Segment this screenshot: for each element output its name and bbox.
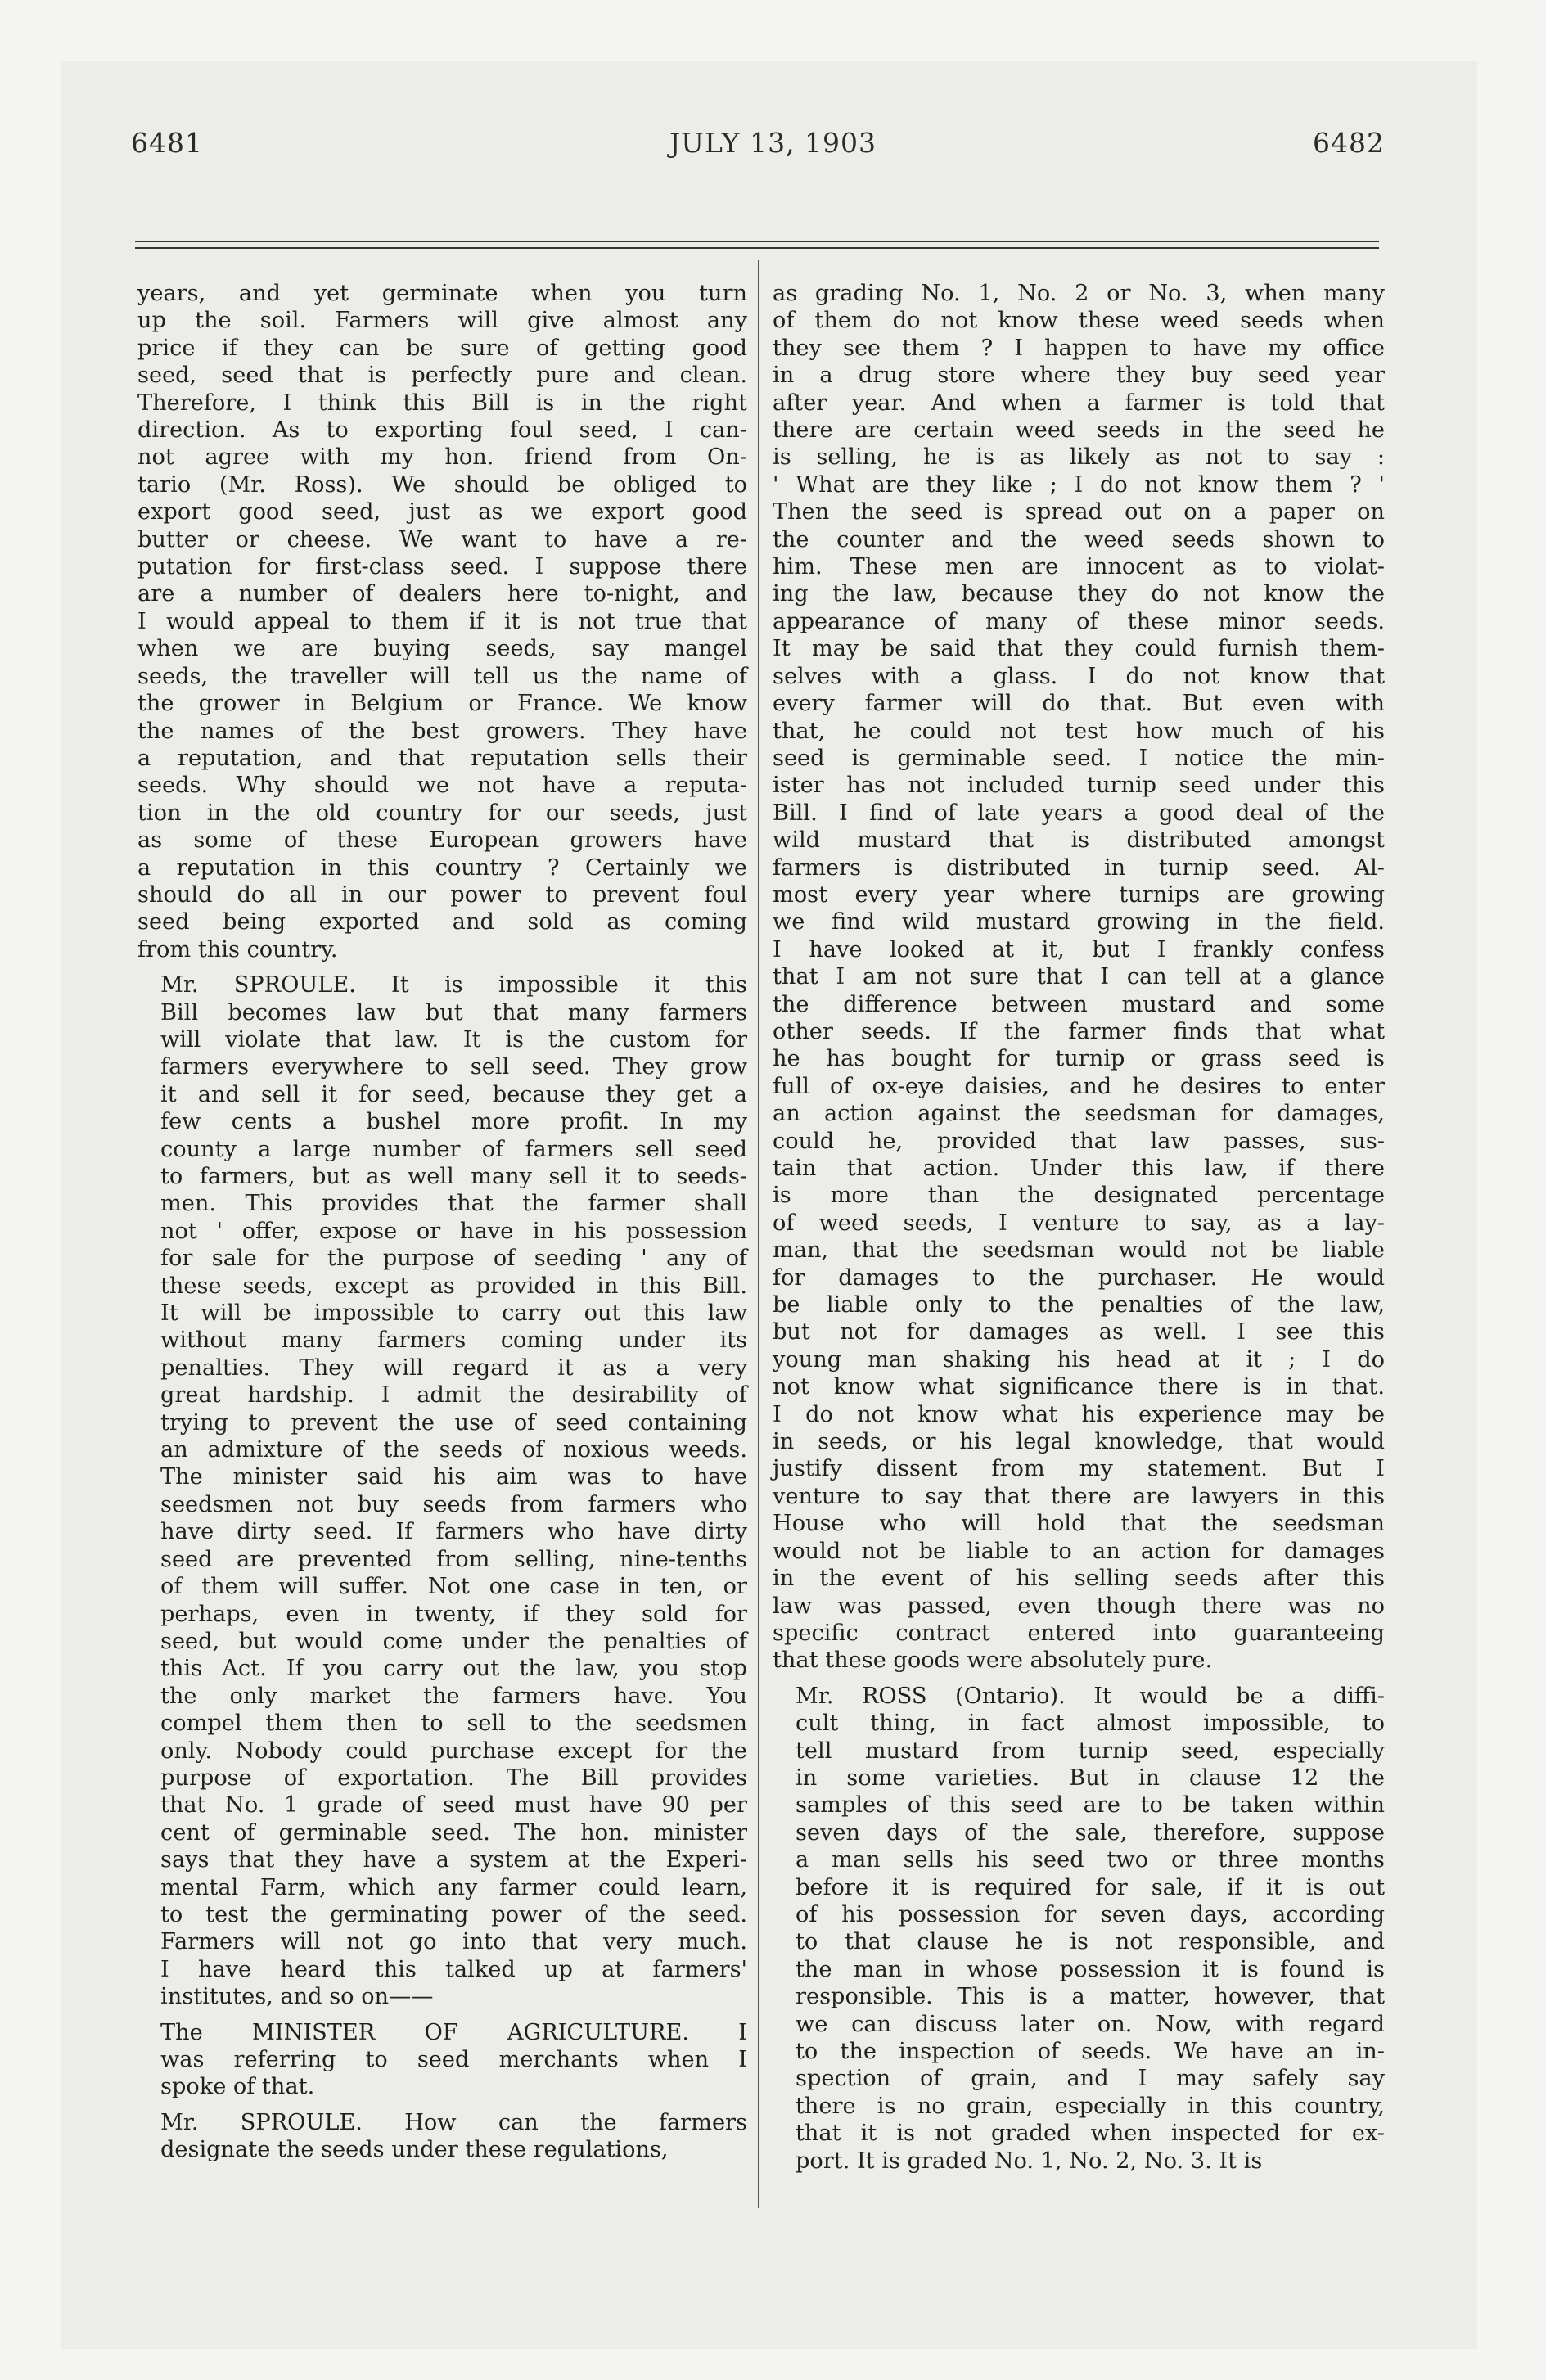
text-line: a man sells his seed two or three months xyxy=(796,1847,1385,1873)
text-line: young man shaking his head at it ; I do xyxy=(773,1346,1385,1373)
left-column xyxy=(137,280,747,2164)
text-line: export good seed, just as we export good xyxy=(137,499,747,525)
text-line: seed, but would come under the penalties of xyxy=(160,1628,747,1654)
text-line: could he, provided that law passes, sus- xyxy=(773,1128,1385,1154)
text-line: Farmers will not go into that very much. xyxy=(160,1929,747,1955)
text-line: these seeds, except as provided in this Bill. xyxy=(160,1273,747,1299)
text-line: for sale for the purpose of seeding ' any of xyxy=(160,1246,747,1272)
paragraph xyxy=(773,1683,1385,2175)
text-line: in the event of his selling seeds after this xyxy=(773,1566,1385,1592)
text-line: after year. And when a farmer is told that xyxy=(773,390,1385,416)
text-line: butter or cheese. We want to have a re- xyxy=(137,526,747,552)
text-line: I would appeal to them if it is not true that xyxy=(137,608,747,634)
text-line: seed are prevented from selling, nine-tenths xyxy=(160,1546,747,1572)
text-line: price if they can be sure of getting good xyxy=(137,335,747,361)
text-line: years, and yet germinate when you turn xyxy=(137,281,747,306)
text-line: the man in whose possession it is found is xyxy=(796,1956,1385,1982)
text-line: Then the seed is spread out on a paper on xyxy=(773,499,1385,525)
text-line: I have looked at it, but I frankly confess xyxy=(773,936,1385,962)
text-line: designate the seeds under these regulations, xyxy=(160,2137,669,2163)
right-column xyxy=(773,280,1385,2175)
text-line: selves with a glass. I do not know that xyxy=(773,663,1385,689)
text-line: tion in the old country for our seeds, just xyxy=(137,800,747,826)
text-line: says that they have a system at the Experi- xyxy=(160,1847,747,1873)
text-line: the difference between mustard and some xyxy=(773,991,1385,1017)
text-line: of them do not know these weed seeds when xyxy=(773,308,1385,334)
text-line: great hardship. I admit the desirability of xyxy=(160,1382,747,1409)
text-line: direction. As to exporting foul seed, I can- xyxy=(137,417,747,444)
text-line: to farmers, but as well many sell it to seeds- xyxy=(160,1164,747,1189)
page-number-left: 6481 xyxy=(131,127,203,159)
text-line: would not be liable to an action for damages xyxy=(773,1538,1385,1564)
text-line: that I am not sure that I can tell at a glance xyxy=(773,964,1385,990)
text-line: him. These men are innocent as to violat- xyxy=(773,554,1385,580)
text-line: be liable only to the penalties of the law, xyxy=(773,1292,1385,1318)
text-line: they see them ? I happen to have my office xyxy=(773,335,1385,361)
text-line: perhaps, even in twenty, if they sold for xyxy=(160,1601,747,1627)
text-line: we find wild mustard growing in the field. xyxy=(773,909,1385,935)
text-line: ister has not included turnip seed under this xyxy=(773,773,1385,799)
text-line: a reputation, and that reputation sells their xyxy=(137,745,747,771)
text-line: The MINISTER OF AGRICULTURE. I xyxy=(160,2019,747,2045)
paragraph xyxy=(773,280,1385,1675)
text-line: that, he could not test how much of his xyxy=(773,718,1385,744)
text-line: compel them then to sell to the seedsmen xyxy=(160,1711,747,1737)
text-line: putation for first-class seed. I suppose there xyxy=(137,554,747,580)
text-line: as some of these European growers have xyxy=(137,827,747,854)
text-line: It will be impossible to carry out this law xyxy=(160,1300,747,1327)
text-line: seedsmen not buy seeds from farmers who xyxy=(160,1491,747,1517)
text-line: county a large number of farmers sell seed xyxy=(160,1136,747,1162)
header-rule-bottom xyxy=(135,247,1379,249)
text-line: most every year where turnips are growing xyxy=(773,881,1385,908)
text-line: men. This provides that the farmer shall xyxy=(160,1191,747,1217)
text-line: have dirty seed. If farmers who have dirty xyxy=(160,1519,747,1545)
paragraph xyxy=(137,2019,747,2101)
text-line: are a number of dealers here to-night, and xyxy=(137,581,747,607)
text-line: spection of grain, and I may safely say xyxy=(796,2066,1385,2092)
text-line: to test the germinating power of the seed. xyxy=(160,1901,747,1927)
text-line: of his possession for seven days, according xyxy=(796,1901,1385,1927)
text-line: the counter and the weed seeds shown to xyxy=(773,526,1385,552)
text-line: samples of this seed are to be taken within xyxy=(796,1792,1385,1819)
text-line: wild mustard that is distributed amongst xyxy=(773,827,1385,854)
text-line: Bill. I find of late years a good deal of the xyxy=(773,800,1385,826)
text-line: farmers everywhere to sell seed. They grow xyxy=(160,1054,747,1080)
text-line: when we are buying seeds, say mangel xyxy=(137,636,747,662)
text-line: not know what significance there is in that. xyxy=(773,1374,1385,1400)
text-line: the grower in Belgium or France. We know xyxy=(137,691,747,717)
page-date: JULY 13, 1903 xyxy=(669,127,877,159)
text-line: Therefore, I think this Bill is in the right xyxy=(137,390,747,416)
text-line: Mr. SPROULE. How can the farmers xyxy=(160,2109,747,2135)
text-line: before it is required for sale, if it is out xyxy=(796,1874,1385,1900)
text-line: seed being exported and sold as coming xyxy=(137,909,747,935)
text-line: from this country. xyxy=(137,936,338,962)
text-line: farmers is distributed in turnip seed. Al- xyxy=(773,854,1385,881)
paragraph xyxy=(137,2109,747,2164)
text-line: was referring to seed merchants when I xyxy=(160,2047,747,2072)
text-line: cult thing, in fact almost impossible, to xyxy=(796,1711,1385,1737)
text-line: seven days of the sale, therefore, suppose xyxy=(796,1819,1385,1846)
text-line: tell mustard from turnip seed, especially xyxy=(796,1738,1385,1764)
text-line: The minister said his aim was to have xyxy=(160,1464,747,1490)
text-line: full of ox-eye daisies, and he desires to enter xyxy=(773,1073,1385,1099)
text-line: in seeds, or his legal knowledge, that would xyxy=(773,1429,1385,1455)
text-line: Mr. SPROULE. It is impossible it this xyxy=(160,972,747,998)
text-line: I have heard this talked up at farmers' xyxy=(160,1956,747,1982)
text-line: should do all in our power to prevent foul xyxy=(137,881,747,908)
text-line: man, that the seedsman would not be liable xyxy=(773,1237,1385,1264)
text-line: but not for damages as well. I see this xyxy=(773,1319,1385,1346)
text-line: institutes, and so on—— xyxy=(160,1984,434,2010)
text-line: other seeds. If the farmer finds that what xyxy=(773,1018,1385,1044)
text-line: is more than the designated percentage xyxy=(773,1183,1385,1209)
text-line: an admixture of the seeds of noxious weeds. xyxy=(160,1437,747,1463)
text-line: he has bought for turnip or grass seed is xyxy=(773,1046,1385,1072)
text-line: purpose of exportation. The Bill provides xyxy=(160,1765,747,1791)
text-line: for damages to the purchaser. He would xyxy=(773,1264,1385,1291)
text-line: that these goods were absolutely pure. xyxy=(773,1648,1213,1674)
text-line: specific contract entered into guaranteeing xyxy=(773,1620,1385,1646)
text-line: in some varieties. But in clause 12 the xyxy=(796,1765,1385,1791)
text-line: is selling, he is as likely as not to say : xyxy=(773,444,1385,471)
text-line: without many farmers coming under its xyxy=(160,1327,747,1354)
text-line: law was passed, even though there was no xyxy=(773,1593,1385,1619)
text-line: trying to prevent the use of seed containing xyxy=(160,1409,747,1436)
text-line: of weed seeds, I venture to say, as a lay- xyxy=(773,1210,1385,1236)
text-line: Mr. ROSS (Ontario). It would be a diffi- xyxy=(796,1683,1385,1709)
text-line: that No. 1 grade of seed must have 90 per xyxy=(160,1792,747,1819)
text-line: up the soil. Farmers will give almost any xyxy=(137,308,747,334)
header-rule-top xyxy=(135,241,1379,242)
text-line: seed, seed that is perfectly pure and clean. xyxy=(137,363,747,389)
text-line: there are certain weed seeds in the seed he xyxy=(773,417,1385,444)
text-line: House who will hold that the seedsman xyxy=(773,1511,1385,1537)
text-line: we can discuss later on. Now, with regard xyxy=(796,2011,1385,2037)
text-line: appearance of many of these minor seeds. xyxy=(773,608,1385,634)
text-line: penalties. They will regard it as a very xyxy=(160,1355,747,1381)
text-line: not agree with my hon. friend from On- xyxy=(137,444,747,471)
text-line: I do not know what his experience may be xyxy=(773,1401,1385,1427)
text-line: seed is germinable seed. I notice the min- xyxy=(773,745,1385,771)
text-line: seeds, the traveller will tell us the name of xyxy=(137,663,747,689)
text-line: responsible. This is a matter, however, that xyxy=(796,1984,1385,2010)
text-line: seeds. Why should we not have a reputa- xyxy=(137,773,747,799)
text-line: that it is not graded when inspected for ex- xyxy=(796,2121,1385,2147)
text-line: venture to say that there are lawyers in this xyxy=(773,1483,1385,1509)
text-line: ' What are they like ; I do not know them ? ' xyxy=(773,471,1385,498)
text-line: of them will suffer. Not one case in ten, or xyxy=(160,1574,747,1600)
text-line: Bill becomes law but that many farmers xyxy=(160,999,747,1025)
text-line: an action against the seedsman for damages, xyxy=(773,1101,1385,1127)
text-line: mental Farm, which any farmer could learn, xyxy=(160,1874,747,1900)
text-line: It may be said that they could furnish them- xyxy=(773,636,1385,662)
text-line: tain that action. Under this law, if there xyxy=(773,1156,1385,1181)
text-line: it and sell it for seed, because they get a xyxy=(160,1081,747,1107)
text-line: tario (Mr. Ross). We should be obliged to xyxy=(137,471,747,498)
text-line: every farmer will do that. But even with xyxy=(773,691,1385,717)
text-line: in a drug store where they buy seed year xyxy=(773,363,1385,389)
text-line: there is no grain, especially in this country, xyxy=(796,2093,1385,2119)
text-line: justify dissent from my statement. But I xyxy=(773,1456,1385,1482)
text-line: few cents a bushel more profit. In my xyxy=(160,1109,747,1135)
text-line: a reputation in this country ? Certainly we xyxy=(137,854,747,881)
paragraph xyxy=(137,280,747,963)
text-line: to that clause he is not responsible, and xyxy=(796,1929,1385,1955)
text-line: cent of germinable seed. The hon. minister xyxy=(160,1819,747,1846)
text-line: spoke of that. xyxy=(160,2074,315,2100)
paragraph xyxy=(137,971,747,2010)
text-line: not ' offer, expose or have in his possession xyxy=(160,1218,747,1244)
text-line: ing the law, because they do not know the xyxy=(773,581,1385,607)
text-line: port. It is graded No. 1, No. 2, No. 3. It is xyxy=(796,2148,1263,2174)
text-line: the names of the best growers. They have xyxy=(137,718,747,744)
page-number-right: 6482 xyxy=(1313,127,1385,159)
text-line: this Act. If you carry out the law, you stop xyxy=(160,1656,747,1682)
column-divider xyxy=(758,260,759,2208)
text-line: only. Nobody could purchase except for the xyxy=(160,1738,747,1764)
text-line: will violate that law. It is the custom for xyxy=(160,1026,747,1053)
text-line: to the inspection of seeds. We have an in- xyxy=(796,2039,1385,2064)
text-line: the only market the farmers have. You xyxy=(160,1683,747,1709)
text-line: as grading No. 1, No. 2 or No. 3, when many xyxy=(773,281,1385,306)
